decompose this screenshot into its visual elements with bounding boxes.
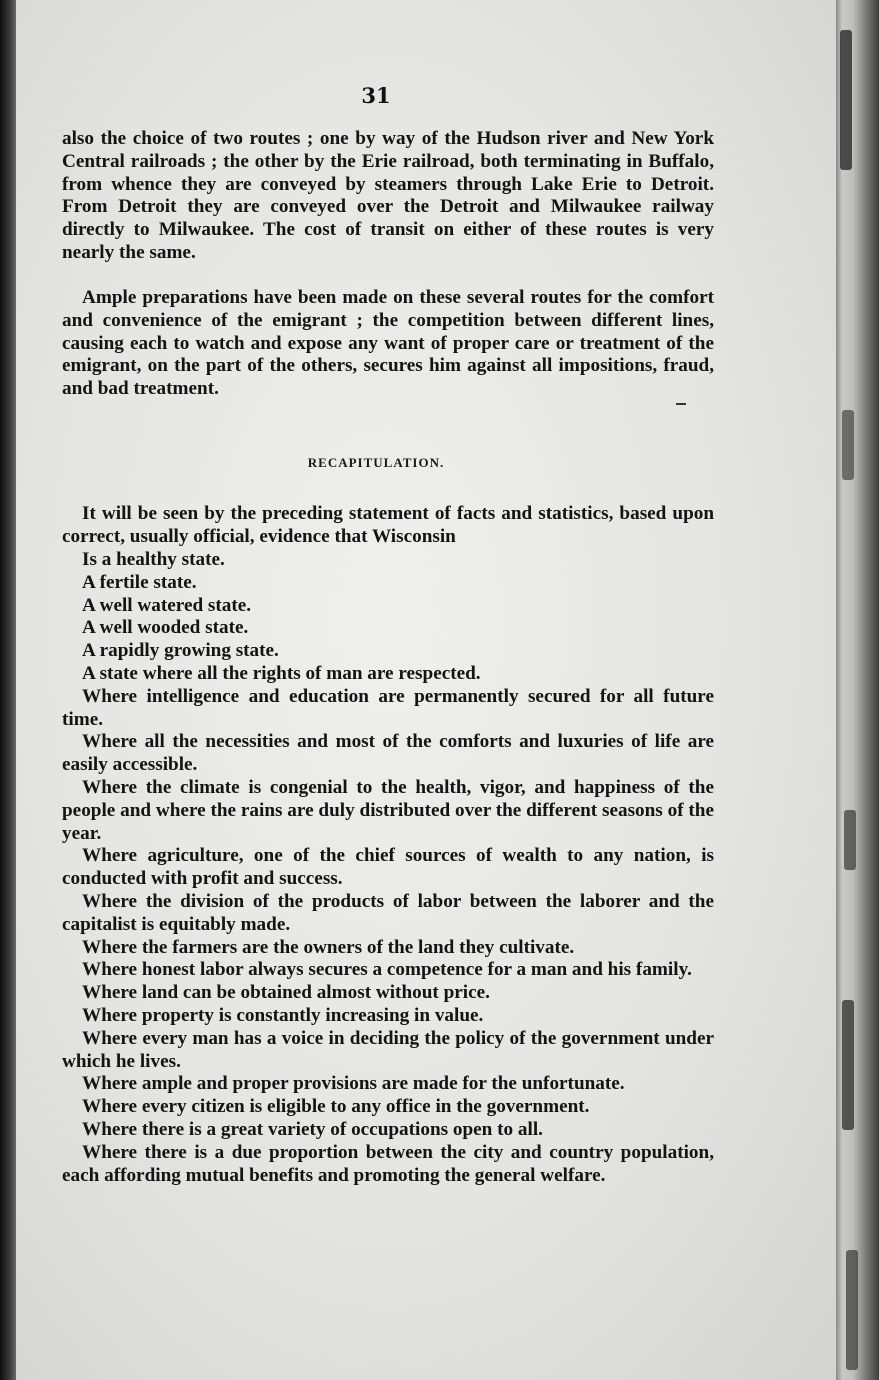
spine-shadow — [840, 30, 852, 170]
list-item: Where the farmers are the owners of the land they cultivate. — [82, 936, 575, 958]
list-item: Where the division of the products of labor between the laborer and the capitalist is equitably made. — [62, 890, 714, 935]
book-page — [16, 0, 840, 1380]
list-item: Where there is a due proportion between the city and country population, each affording mutual benefits and promoting the general welfare. — [62, 1141, 714, 1186]
list-item: A rapidly growing state. — [82, 640, 279, 662]
list-item: Is a healthy state. — [82, 549, 225, 570]
list-item: Where all the necessities and most of the comforts and luxuries of life are easily accessible. — [62, 731, 714, 776]
list-item: Where honest labor always secures a competence for a man and his family. — [82, 959, 692, 981]
list-item: Where every citizen is eligible to any office in the government. — [82, 1096, 590, 1118]
end-mark — [676, 403, 686, 405]
list-item: A well wooded state. — [82, 617, 249, 639]
list-item: Where land can be obtained almost without price. — [82, 982, 490, 1004]
spine-shadow — [842, 1000, 854, 1130]
section-heading: RECAPITULATION. — [307, 455, 445, 470]
list-item: A well watered state. — [82, 594, 252, 616]
list-item: Where every man has a voice in deciding the policy of the government under which he lives. — [62, 1027, 714, 1072]
list-item: Where there is a great variety of occupations open to all. — [82, 1118, 543, 1140]
list-item: Where ample and proper provisions are made for the unfortunate. — [82, 1073, 625, 1095]
page-number: 31 — [361, 83, 391, 108]
list-item: Where agriculture, one of the chief sources of wealth to any nation, is conducted with profit and success. — [62, 845, 714, 890]
list-item: Where property is constantly increasing in value. — [82, 1004, 484, 1026]
recap-list — [62, 549, 714, 1187]
spine-shadow — [844, 810, 856, 870]
list-item: A fertile state. — [82, 571, 197, 593]
spine-shadow — [846, 1250, 858, 1370]
left-page-edge — [0, 0, 16, 1380]
list-item: A state where all the rights of man are respected. — [82, 662, 481, 684]
spine-shadow — [842, 410, 854, 480]
recap-intro: It will be seen by the preceding statement of facts and statistics, based upon correct, usually official, evidence that Wisconsin — [62, 503, 714, 547]
book-spine — [836, 0, 879, 1380]
paragraph-preparations: Ample preparations have been made on these several routes for the comfort and convenience of the emigrant ; the competition between different lines, causing each to watch and expose any want of proper care or treatment of the emigrant, on the part of the others, secures him against all impositions, fraud, and bad treatment. — [62, 287, 714, 400]
list-item: Where the climate is congenial to the health, vigor, and happiness of the people and where the rains are duly distributed over the different seasons of the year. — [62, 776, 714, 844]
paragraph-routes: also the choice of two routes ; one by way of the Hudson river and New York Central railroads ; the other by the Erie railroad, both terminating in Buffalo, from whence they are conveyed by steamers through Lake Erie to Detroit. From Detroit they are conveyed over the Detroit and Milwaukee railway directly to Milwaukee. The cost of transit on either of these routes is very nearly the same. — [62, 128, 714, 263]
list-item: Where intelligence and education are permanently secured for all future time. — [62, 685, 714, 730]
